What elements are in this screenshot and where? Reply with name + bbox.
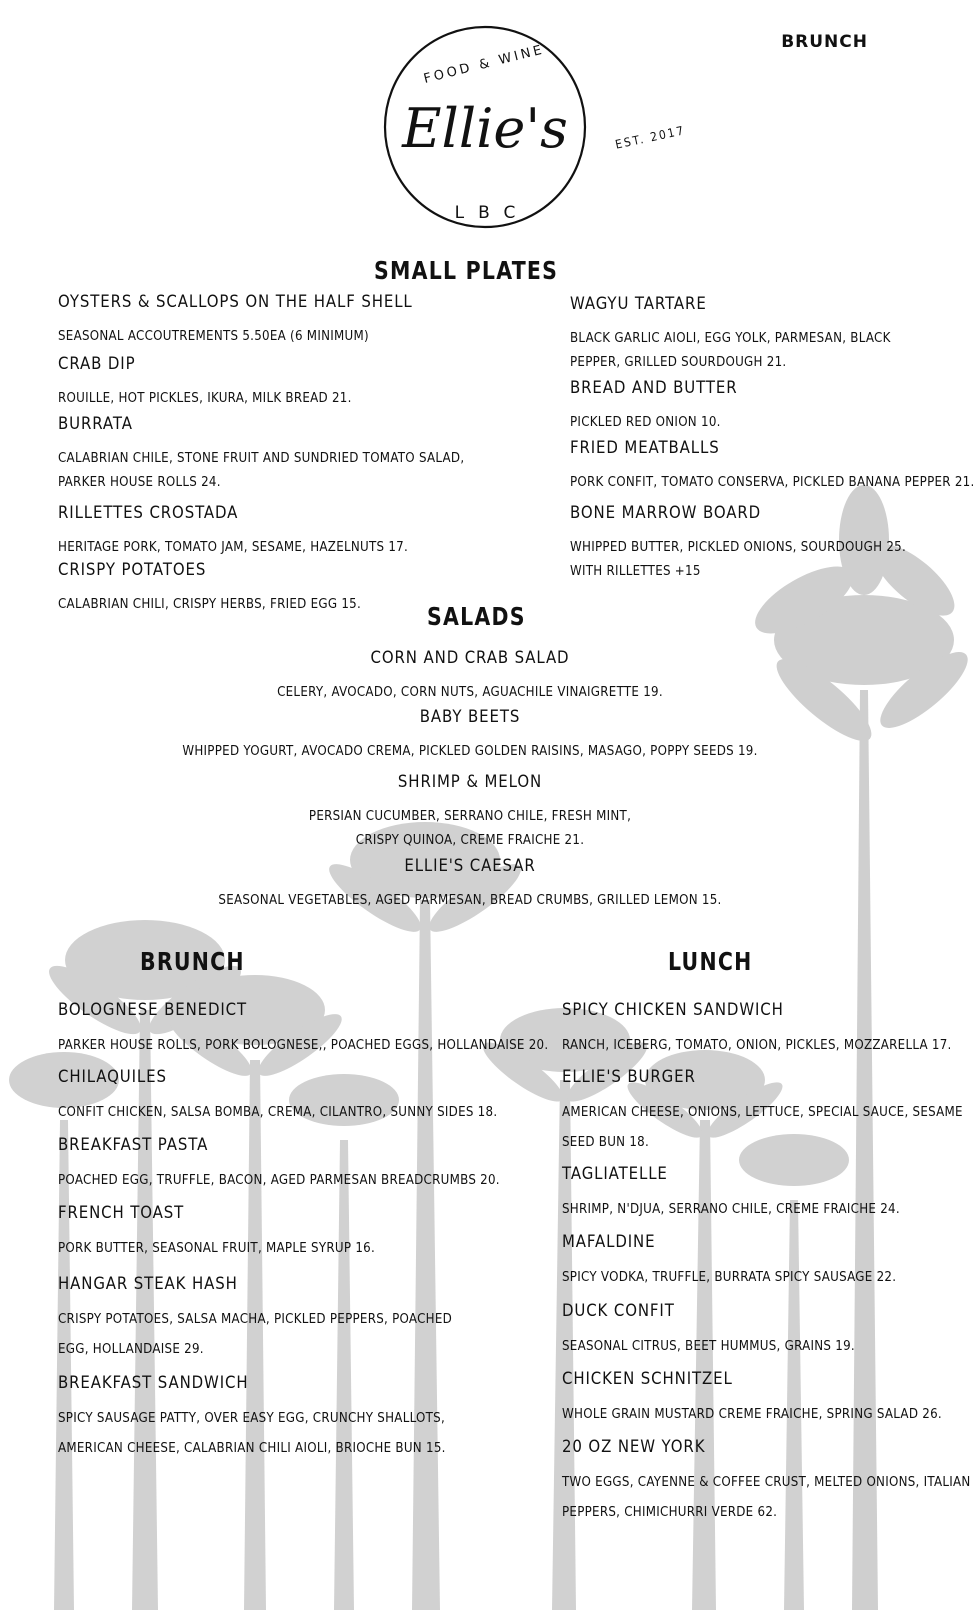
menu-item-description: PEPPER, GRILLED SOURDOUGH 21. (570, 354, 787, 370)
established-text: EST. 2017 (614, 123, 687, 152)
menu-item-description: PERSIAN CUCUMBER, SERRANO CHILE, FRESH MINT, (308, 808, 632, 824)
menu-item-description: HERITAGE PORK, TOMATO JAM, SESAME, HAZELNUTS 17. (58, 539, 409, 555)
menu-item-description: EGG, HOLLANDAISE 29. (58, 1341, 204, 1357)
menu-label: BRUNCH (781, 32, 868, 52)
menu-item (562, 1000, 978, 1060)
menu-item-name: 20 OZ NEW YORK (562, 1437, 706, 1457)
brand-bottom-text: LBC (454, 203, 530, 223)
menu-item-description: WHIPPED YOGURT, AVOCADO CREMA, PICKLED GOLDEN RAISINS, MASAGO, POPPY SEEDS 19. (182, 743, 758, 759)
menu-item-name: MAFALDINE (562, 1232, 656, 1252)
menu-item-description: CALABRIAN CHILI, CRISPY HERBS, FRIED EGG 15. (58, 596, 362, 612)
menu-item-description: BLACK GARLIC AIOLI, EGG YOLK, PARMESAN, BLACK (570, 330, 891, 346)
menu-item (58, 1000, 615, 1060)
menu-item-name: BREAD AND BUTTER (570, 378, 738, 398)
menu-item-description: WITH RILLETTES +15 (570, 563, 701, 579)
menu-item (58, 414, 520, 494)
menu-item-name: FRENCH TOAST (58, 1203, 185, 1223)
menu-item (58, 503, 456, 559)
menu-item-name: CRAB DIP (58, 354, 136, 374)
menu-item-description: SEASONAL CITRUS, BEET HUMMUS, GRAINS 19. (562, 1338, 855, 1354)
menu-item-name: CHILAQUILES (58, 1067, 167, 1087)
menu-item (570, 503, 952, 583)
menu-item-description: SPICY VODKA, TRUFFLE, BURRATA SPICY SAUSAGE 22. (562, 1269, 897, 1285)
menu-item (0, 707, 940, 763)
menu-item (562, 1437, 978, 1527)
menu-item-description: PICKLED RED ONION 10. (570, 414, 721, 430)
menu-item-name: RILLETTES CROSTADA (58, 503, 239, 523)
menu-item-description: WHOLE GRAIN MUSTARD CREME FRAICHE, SPRING SALAD 26. (562, 1406, 942, 1422)
brand-top-text: FOOD & WINE (422, 42, 547, 87)
menu-item (0, 856, 940, 912)
menu-item-description: CRISPY QUINOA, CREME FRAICHE 21. (355, 832, 585, 848)
menu-item-name: OYSTERS & SCALLOPS ON THE HALF SHELL (58, 292, 413, 312)
menu-item-name: BONE MARROW BOARD (570, 503, 762, 523)
menu-item-name: SHRIMP & MELON (397, 772, 543, 792)
menu-item-description: ROUILLE, HOT PICKLES, IKURA, MILK BREAD 21. (58, 390, 352, 406)
menu-item-name: DUCK CONFIT (562, 1301, 675, 1321)
menu-item-description: SEASONAL ACCOUTREMENTS 5.50EA (6 MINIMUM) (58, 328, 369, 344)
menu-item-description: AMERICAN CHEESE, CALABRIAN CHILI AIOLI, BRIOCHE BUN 15. (58, 1440, 446, 1456)
menu-item-name: CRISPY POTATOES (58, 560, 207, 580)
menu-item-description: TWO EGGS, CAYENNE & COFFEE CRUST, MELTED ONIONS, ITALIAN (562, 1474, 971, 1490)
menu-item-name: BABY BEETS (419, 707, 521, 727)
menu-item-description: SHRIMP, N'DJUA, SERRANO CHILE, CREME FRAICHE 24. (562, 1201, 900, 1217)
menu-item (58, 1067, 557, 1127)
menu-item-description: PORK BUTTER, SEASONAL FRUIT, MAPLE SYRUP 16. (58, 1240, 376, 1256)
menu-item (0, 648, 940, 704)
menu-item-name: BURRATA (58, 414, 133, 434)
menu-item-name: FRIED MEATBALLS (570, 438, 720, 458)
menu-item-name: BREAKFAST PASTA (58, 1135, 209, 1155)
menu-item-name: CORN AND CRAB SALAD (370, 648, 570, 668)
menu-item (562, 1301, 895, 1361)
menu-item-description: PORK CONFIT, TOMATO CONSERVA, PICKLED BANANA PEPPER 21. (570, 474, 975, 490)
menu-item-description: CRISPY POTATOES, SALSA MACHA, PICKLED PEPPERS, POACHED (58, 1311, 453, 1327)
menu-item-description: SPICY SAUSAGE PATTY, OVER EASY EGG, CRUNCHY SHALLOTS, (58, 1410, 446, 1426)
menu-item (570, 438, 978, 494)
menu-item (58, 1373, 499, 1463)
menu-item-name: WAGYU TARTARE (570, 294, 707, 314)
menu-item-description: POACHED EGG, TRUFFLE, BACON, AGED PARMESAN BREADCRUMBS 20. (58, 1172, 500, 1188)
menu-item-description: CALABRIAN CHILE, STONE FRUIT AND SUNDRIED TOMATO SALAD, (58, 450, 465, 466)
small-plates-title: SMALL PLATES (374, 256, 559, 285)
menu-item-name: BOLOGNESE BENEDICT (58, 1000, 248, 1020)
menu-item (562, 1232, 942, 1292)
menu-item (0, 772, 940, 852)
menu-item (562, 1164, 946, 1224)
menu-item (58, 1203, 418, 1263)
ellies-logo (380, 22, 590, 232)
menu-item-description: SEED BUN 18. (562, 1134, 650, 1150)
menu-item (562, 1067, 978, 1157)
menu-item (58, 1274, 506, 1364)
menu-item (58, 1135, 560, 1195)
menu-item (570, 294, 934, 374)
lunch-title: LUNCH (668, 947, 753, 976)
menu-item-name: BREAKFAST SANDWICH (58, 1373, 249, 1393)
menu-item (570, 378, 760, 434)
brand-script-text: Ellie's (402, 97, 568, 160)
menu-item-description: CONFIT CHICKEN, SALSA BOMBA, CREMA, CILANTRO, SUNNY SIDES 18. (58, 1104, 498, 1120)
menu-item-name: HANGAR STEAK HASH (58, 1274, 238, 1294)
menu-item-description: PARKER HOUSE ROLLS 24. (58, 474, 221, 490)
menu-item-description: PARKER HOUSE ROLLS, PORK BOLOGNESE,, POACHED EGGS, HOLLANDAISE 20. (58, 1037, 549, 1053)
menu-item-description: SEASONAL VEGETABLES, AGED PARMESAN, BREAD CRUMBS, GRILLED LEMON 15. (218, 892, 722, 908)
menu-item-name: CHICKEN SCHNITZEL (562, 1369, 733, 1389)
menu-item-name: TAGLIATELLE (562, 1164, 668, 1184)
brunch-title: BRUNCH (140, 947, 245, 976)
menu-item (58, 292, 461, 348)
menu-item-name: SPICY CHICKEN SANDWICH (562, 1000, 784, 1020)
menu-item-description: WHIPPED BUTTER, PICKLED ONIONS, SOURDOUGH 25. (570, 539, 907, 555)
menu-item (562, 1369, 978, 1429)
menu-item-description: AMERICAN CHEESE, ONIONS, LETTUCE, SPECIAL SAUCE, SESAME (562, 1104, 963, 1120)
menu-item-description: RANCH, ICEBERG, TOMATO, ONION, PICKLES, MOZZARELLA 17. (562, 1037, 952, 1053)
menu-item-description: CELERY, AVOCADO, CORN NUTS, AGUACHILE VINAIGRETTE 19. (277, 684, 663, 700)
salads-title: SALADS (427, 602, 526, 631)
menu-item (58, 354, 392, 410)
menu-item-name: ELLIE'S CAESAR (404, 856, 536, 876)
menu-item-description: PEPPERS, CHIMICHURRI VERDE 62. (562, 1504, 778, 1520)
menu-item (58, 560, 402, 616)
menu-item-name: ELLIE'S BURGER (562, 1067, 696, 1087)
